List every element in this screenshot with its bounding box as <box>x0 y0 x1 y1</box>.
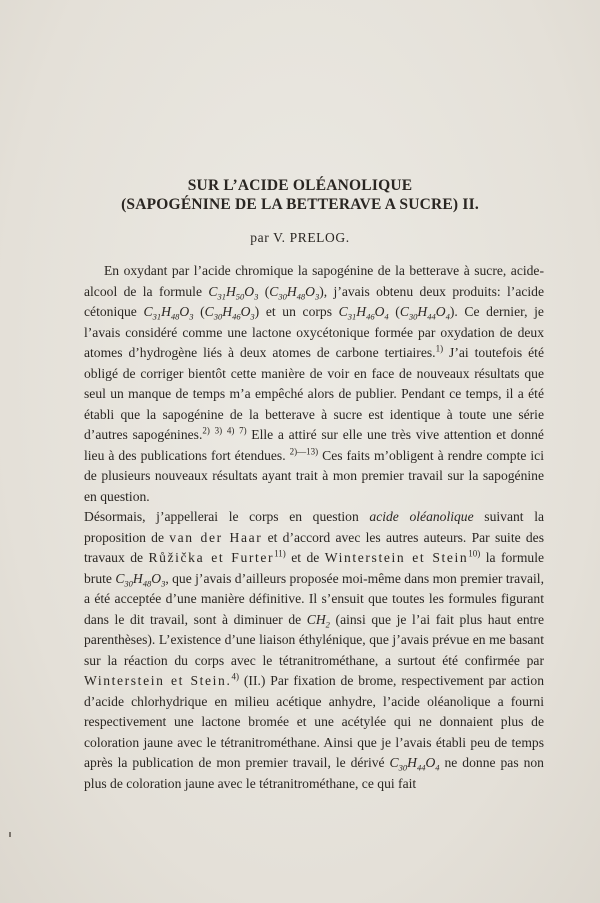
text-run: ( <box>258 283 270 299</box>
footnote-ref: 4) <box>231 671 239 682</box>
author-line: par V. PRELOG. <box>250 230 350 245</box>
text-run: En oxydant par l’acide chromique la sapogénine de la betterave à sucre, acide-alcool de la formule <box>84 263 544 299</box>
text-run: suivant la proposition de <box>84 509 545 545</box>
chemical-formula: $C_{30}H_{48}O_3$ <box>269 283 320 302</box>
author-name: van der Haar <box>169 529 263 545</box>
text-run: ( <box>193 304 205 319</box>
chemical-formula: $C_{31}H_{50}O_3$ <box>208 283 259 302</box>
text-run: J’ai toutefois été obligé de corriger bientôt cette manière de voir en face de nouveaux résultats que seul un manque de temps m’a empêché alors de publier. Pendant ce temps, il a été établi que la sapogénine de la betterave à sucre est identique à toute une série d’autres sapogénines. <box>84 345 544 442</box>
article-title <box>0 176 600 214</box>
title-line-1: SUR L’ACIDE OLÉANOLIQUE <box>187 177 413 194</box>
chemical-formula: $CH_2$ <box>306 611 330 630</box>
text-run: ) et un corps <box>254 304 339 319</box>
text-run: et d’accord avec les autres auteurs. Par suite des travaux de <box>84 529 544 565</box>
text-run: ( <box>388 304 400 319</box>
footnote-ref: 2) <box>202 425 210 436</box>
chemical-formula: $C_{30}H_{44}O_4$ <box>399 304 450 322</box>
text-run: ). Ce dernier, je l’avais considéré comme une lactone oxycétonique formée par oxydation de deux atomes d’hydrogène liés à deux atomes de carbone tertiaires. <box>84 304 544 360</box>
chemical-formula: $C_{31}H_{46}O_4$ <box>338 304 389 322</box>
article-body <box>84 261 544 794</box>
italic-term: acide oléanolique <box>369 509 474 524</box>
footnote-ref: 7) <box>239 425 247 436</box>
footnote-ref: 10) <box>468 548 481 559</box>
paragraph-1 <box>84 261 544 507</box>
footnote-ref: 11) <box>274 548 286 559</box>
author-name: Winterstein et Stein. <box>84 673 232 688</box>
chemical-formula: $C_{30}H_{48}O_3$ <box>115 570 166 589</box>
text-run: et de <box>285 550 325 565</box>
footnote-ref: 1) <box>435 343 444 354</box>
paragraph-2 <box>84 507 544 794</box>
scan-mark <box>9 832 11 837</box>
author-name: Winterstein et Stein <box>324 550 469 565</box>
footnote-ref: 2)—13) <box>289 445 319 456</box>
text-run: (II.) Par fixation de brome, respectivement par action d’acide chlorhydrique en milieu acétique anhydre, l’acide oléanolique a fourni respectivement une lactone bromée et une acétylée qui ne donnaient plus de coloration jaune avec le tétranitrométhane. Ainsi que je l’avais établi peu de temps après la publication de mon premier travail, le dérivé <box>84 673 545 770</box>
chemical-formula: $C_{30}H_{44}O_4$ <box>389 755 440 773</box>
text-run: (ainsi que je l’ai fait plus haut entre parenthèses). L’existence d’une liaison éthylénique, que j’avais prévue en me basant sur la réaction du corps avec le tétranitrométhane, a surtout été confirmée par <box>84 611 544 668</box>
author-name: Růžička et Furter <box>148 550 275 565</box>
title-line-2: (SAPOGÉNINE DE LA BETTERAVE A SUCRE) II. <box>121 196 479 213</box>
chemical-formula: $C_{30}H_{46}O_3$ <box>204 304 255 322</box>
text-run: ), j’avais obtenu deux produits: l’acide cétonique <box>84 283 544 319</box>
text-run: Désormais, j’appellerai le corps en question <box>84 509 370 524</box>
footnote-ref: 3) <box>214 425 223 436</box>
text-run: , que j’avais d’ailleurs proposée moi-même dans mon premier travail, a été acceptée d’une manière définitive. Il s’ensuit que toutes les formules figurant dans le dit travail, sont à diminuer de <box>84 570 544 627</box>
text-run: la formule brute <box>84 550 544 586</box>
text-run: Elle a attiré sur elle une très vive attention et donné lieu à des publications fort étendues. <box>84 427 544 463</box>
text-run: ne donne pas non plus de coloration jaune avec le tétranitrométhane, ce qui fait <box>84 755 544 791</box>
chemical-formula: $C_{31}H_{48}O_3$ <box>143 304 194 322</box>
footnote-ref: 4) <box>226 425 235 436</box>
text-run: Ces faits m’obligent à rendre compte ici de plusieurs nouveaux résultats ayant trait à mon premier travail sur la sapogénine en question. <box>84 447 544 504</box>
